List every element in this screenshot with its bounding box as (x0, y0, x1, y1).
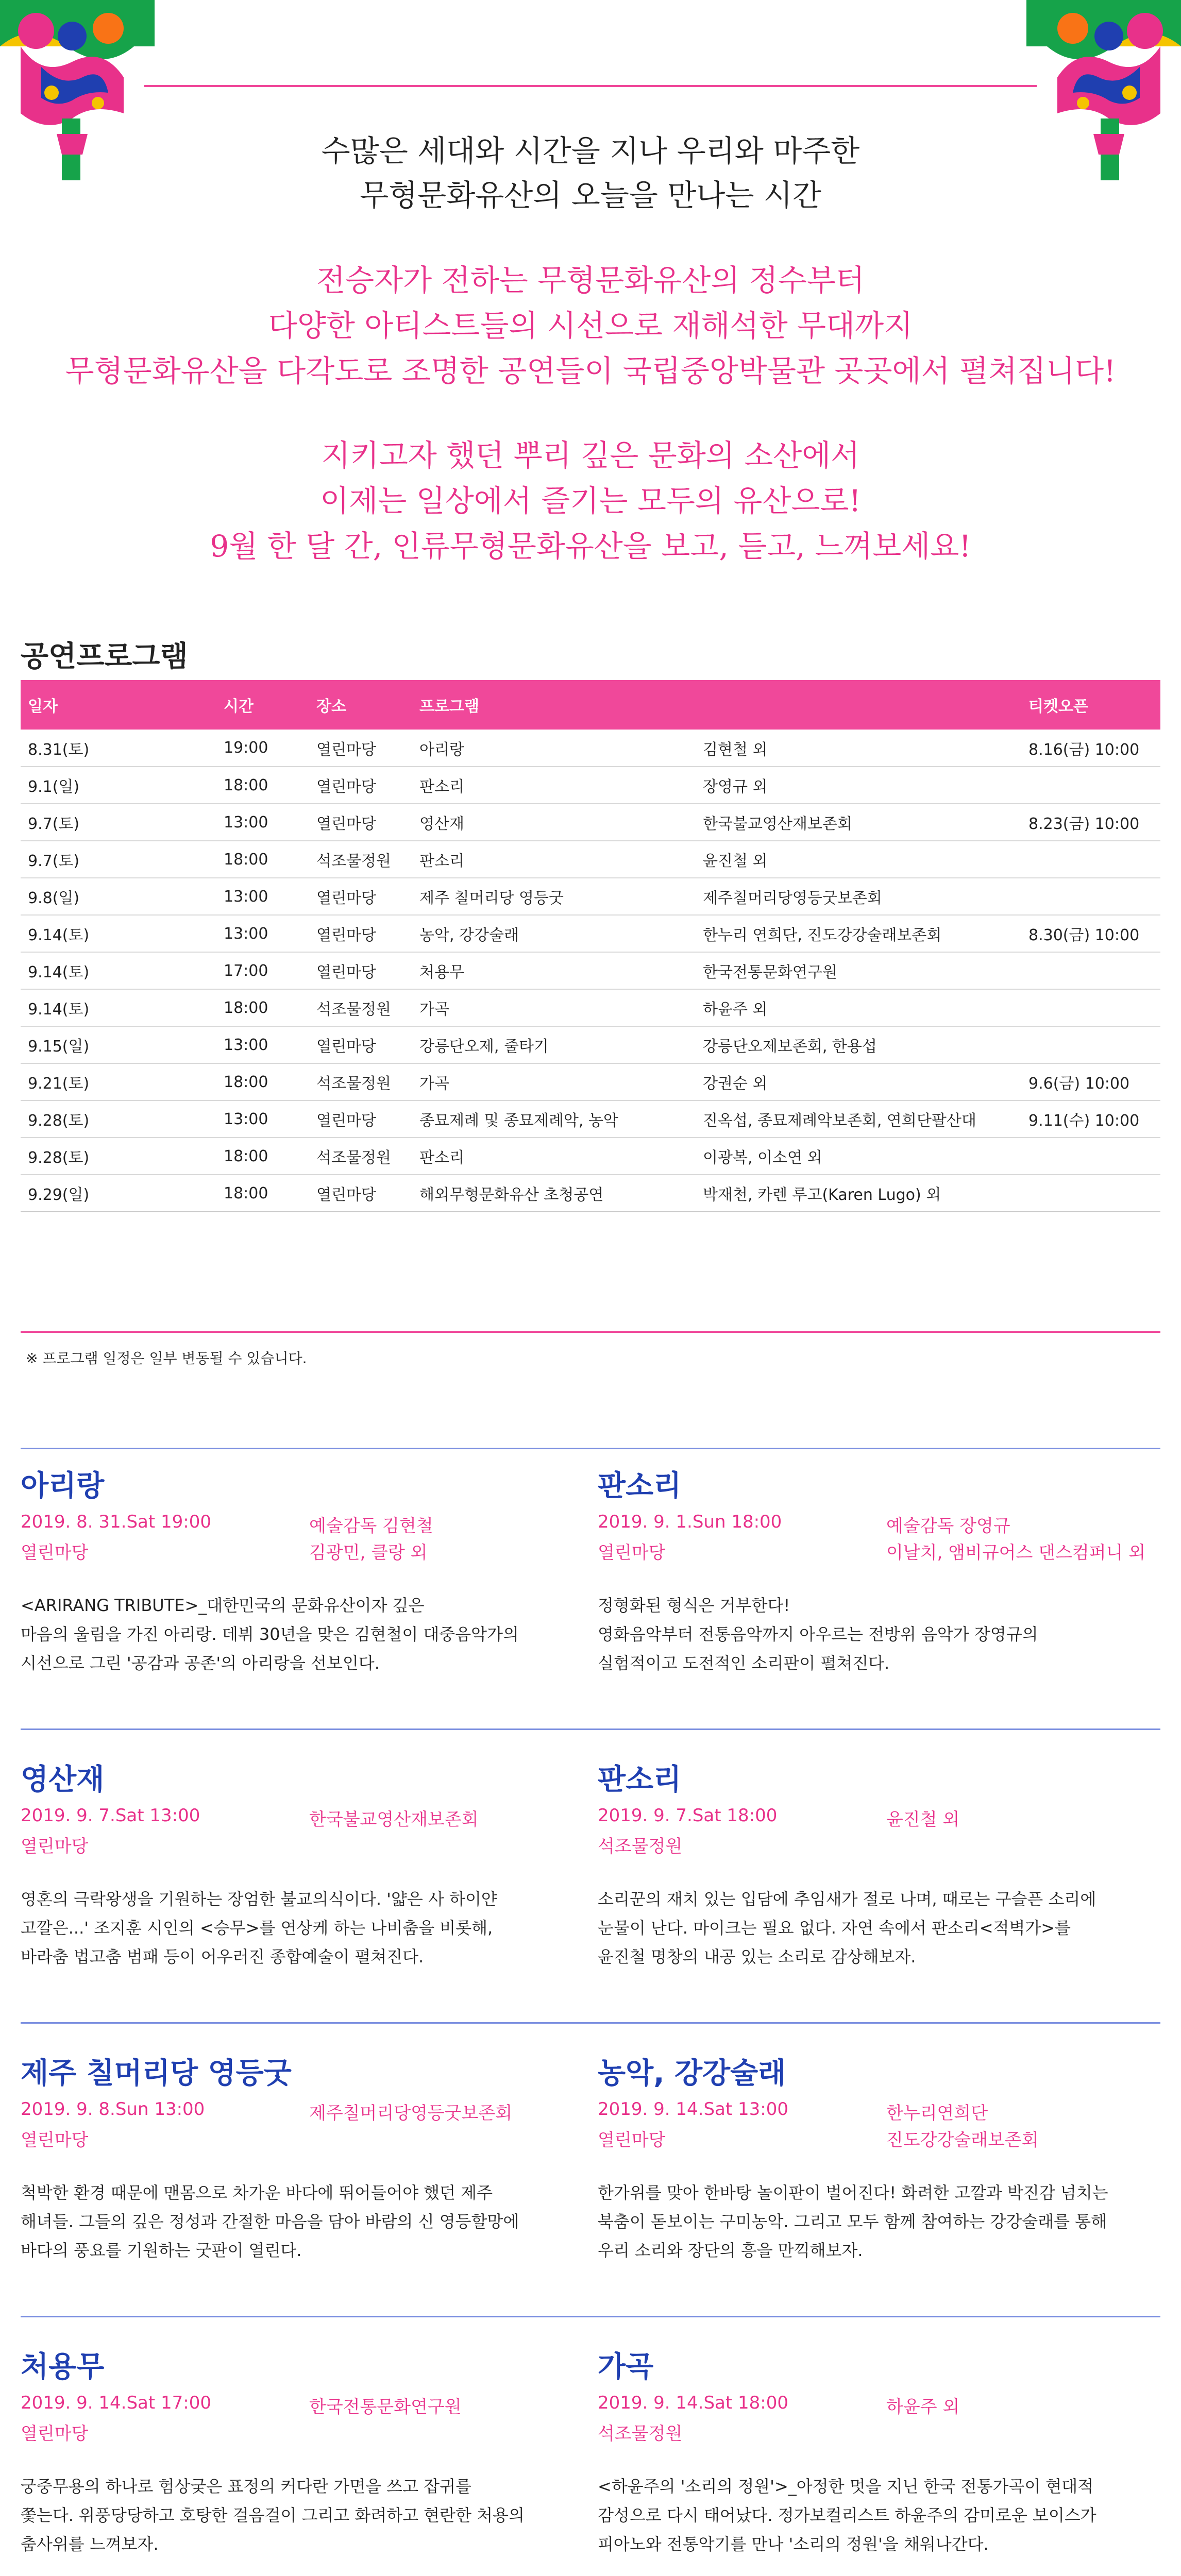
cell-performer: 장영규 외 (696, 767, 1021, 804)
program-meta (21, 1512, 580, 1568)
program-description-line: 춤사위를 느껴보자. (21, 2534, 159, 2554)
schedule-divider (21, 1331, 1160, 1333)
cell-place: 열린마당 (309, 767, 412, 804)
program-description-line: 영혼의 극락왕생을 기원하는 장엄한 불교의식이다. '얇은 사 하이얀 (21, 1889, 497, 1909)
table-row (21, 1175, 1160, 1212)
cell-program: 판소리 (412, 841, 696, 878)
cell-time: 18:00 (216, 1138, 309, 1175)
cell-program: 강릉단오제, 줄타기 (412, 1026, 696, 1063)
table-row (21, 1026, 1160, 1063)
cell-time: 13:00 (216, 804, 309, 841)
program-description (598, 2472, 1157, 2558)
cell-program: 농악, 강강술래 (412, 915, 696, 952)
cell-time: 18:00 (216, 989, 309, 1026)
program-description-line: <하윤주의 '소리의 정원'>_아정한 멋을 지닌 한국 전통가곡이 현대적 (598, 2477, 1094, 2496)
hero-closing-line: 지키고자 했던 뿌리 깊은 문화의 소산에서 (321, 438, 860, 473)
program-description-line: 윤진철 명창의 내공 있는 소리로 감상해보자. (598, 1947, 916, 1967)
schedule-table (21, 680, 1160, 1212)
schedule-header-row (21, 680, 1160, 730)
program-credit-secondary: 김광민, 클랑 외 (309, 1543, 428, 1563)
header-time: 시간 (216, 680, 309, 730)
program-title: 가곡 (598, 2350, 654, 2384)
program-description-line: 쫓는다. 위풍당당하고 호탕한 걸음걸이 그리고 화려하고 현란한 처용의 (21, 2505, 525, 2525)
cell-time: 13:00 (216, 1100, 309, 1138)
cell-program: 종묘제례 및 종묘제례악, 농악 (412, 1100, 696, 1138)
cell-performer: 한국불교영산재보존회 (696, 804, 1021, 841)
program-description-line: 영화음악부터 전통음악까지 아우르는 전방위 음악가 장영규의 (598, 1624, 1038, 1644)
cell-date: 9.29(일) (21, 1175, 216, 1212)
program-credit: 한국전통문화연구원 (309, 2397, 462, 2417)
header-place: 장소 (309, 680, 412, 730)
program-description (21, 1591, 580, 1677)
program-title: 영산재 (21, 1763, 105, 1797)
program-description-line: 우리 소리와 장단의 흥을 만끽해보자. (598, 2241, 863, 2260)
program-description-line: 척박한 환경 때문에 맨몸으로 차가운 바다에 뛰어들어야 했던 제주 (21, 2183, 493, 2202)
program-card (598, 1762, 1157, 1971)
cell-time: 13:00 (216, 1026, 309, 1063)
program-card (598, 2349, 1157, 2558)
program-description-line: 소리꾼의 재치 있는 입담에 추임새가 절로 나며, 때로는 구슬픈 소리에 (598, 1889, 1096, 1909)
cell-date: 9.28(토) (21, 1100, 216, 1138)
program-description-line: 피아노와 전통악기를 만나 '소리의 정원'을 채워나간다. (598, 2534, 989, 2554)
cell-ticket-open (1021, 767, 1160, 804)
hero-section (0, 0, 1181, 608)
cell-ticket-open: 8.23(금) 10:00 (1021, 804, 1160, 841)
cell-date: 9.7(토) (21, 804, 216, 841)
table-row (21, 804, 1160, 841)
cell-program: 제주 칠머리당 영등굿 (412, 878, 696, 915)
cell-performer: 강릉단오제보존회, 한용섭 (696, 1026, 1021, 1063)
cell-program: 처용무 (412, 952, 696, 989)
cell-place: 열린마당 (309, 878, 412, 915)
program-credit: 예술감독 김현철 (309, 1516, 433, 1536)
cell-place: 석조물정원 (309, 1138, 412, 1175)
program-description-line: 바다의 풍요를 기원하는 굿판이 열린다. (21, 2241, 302, 2260)
cell-time: 13:00 (216, 915, 309, 952)
program-description-line: 고깔은...' 조지훈 시인의 <승무>를 연상케 하는 나비춤을 비롯해, (21, 1918, 493, 1938)
cell-place: 열린마당 (309, 952, 412, 989)
cell-ticket-open (1021, 1026, 1160, 1063)
cell-date: 9.15(일) (21, 1026, 216, 1063)
cell-performer: 진옥섭, 종묘제례악보존회, 연희단팔산대 (696, 1100, 1021, 1138)
program-description-line: 궁중무용의 하나로 험상궂은 표정의 커다란 가면을 쓰고 잡귀를 (21, 2477, 471, 2496)
cell-place: 열린마당 (309, 915, 412, 952)
program-place: 열린마당 (598, 2130, 666, 2150)
table-row (21, 730, 1160, 767)
cell-date: 9.21(토) (21, 1063, 216, 1100)
program-place: 열린마당 (21, 2424, 89, 2444)
program-place: 석조물정원 (598, 2424, 683, 2444)
program-datetime: 2019. 8. 31.Sat 19:00 (21, 1512, 211, 1532)
program-description-line: 눈물이 난다. 마이크는 필요 없다. 자연 속에서 판소리<적벽가>를 (598, 1918, 1071, 1938)
table-row (21, 878, 1160, 915)
cell-performer: 제주칠머리당영등굿보존회 (696, 878, 1021, 915)
hero-closing-line: 9월 한 달 간, 인류무형문화유산을 보고, 듣고, 느껴보세요! (210, 529, 971, 564)
cell-program: 판소리 (412, 767, 696, 804)
program-description (21, 2472, 580, 2558)
schedule-title: 공연프로그램 (21, 639, 188, 673)
program-description (598, 1885, 1157, 1971)
program-datetime: 2019. 9. 14.Sat 17:00 (21, 2393, 211, 2413)
program-description-line: <ARIRANG TRIBUTE>_대한민국의 문화유산이자 깊은 (21, 1596, 425, 1615)
cell-performer: 이광복, 이소연 외 (696, 1138, 1021, 1175)
cell-performer: 윤진철 외 (696, 841, 1021, 878)
cell-time: 19:00 (216, 730, 309, 767)
cell-date: 9.1(일) (21, 767, 216, 804)
program-credit: 윤진철 외 (886, 1809, 960, 1830)
hero-divider (144, 85, 1037, 87)
cell-ticket-open: 9.6(금) 10:00 (1021, 1063, 1160, 1100)
cell-date: 9.28(토) (21, 1138, 216, 1175)
cell-program: 해외무형문화유산 초청공연 (412, 1175, 696, 1212)
cell-ticket-open (1021, 989, 1160, 1026)
program-datetime: 2019. 9. 8.Sun 13:00 (21, 2099, 205, 2120)
program-meta (598, 2393, 1157, 2449)
hero-intro-text (0, 129, 1181, 217)
program-card (598, 2056, 1157, 2265)
header-performer (696, 680, 1021, 730)
program-credit: 제주칠머리당영등굿보존회 (309, 2103, 513, 2124)
cell-program: 가곡 (412, 1063, 696, 1100)
program-meta (21, 2099, 580, 2156)
cell-ticket-open: 8.30(금) 10:00 (1021, 915, 1160, 952)
cell-time: 18:00 (216, 841, 309, 878)
program-title: 농악, 강강술래 (598, 2057, 786, 2090)
program-card (21, 2349, 580, 2558)
program-title: 판소리 (598, 1763, 682, 1797)
cell-place: 석조물정원 (309, 1063, 412, 1100)
program-place: 열린마당 (598, 1543, 666, 1563)
table-row (21, 915, 1160, 952)
hero-intro-line: 수많은 세대와 시간을 지나 우리와 마주한 (321, 133, 860, 168)
cell-date: 9.8(일) (21, 878, 216, 915)
cell-place: 열린마당 (309, 1100, 412, 1138)
schedule-body (21, 730, 1160, 1212)
cell-performer: 박재천, 카렌 루고(Karen Lugo) 외 (696, 1175, 1021, 1212)
program-description (598, 2178, 1157, 2265)
cell-program: 가곡 (412, 989, 696, 1026)
program-place: 열린마당 (21, 1543, 89, 1563)
program-title: 판소리 (598, 1469, 682, 1503)
program-credit-secondary: 진도강강술래보존회 (886, 2130, 1039, 2150)
program-description-line: 바라춤 법고춤 범패 등이 어우러진 종합예술이 펼쳐진다. (21, 1947, 424, 1967)
program-datetime: 2019. 9. 14.Sat 13:00 (598, 2099, 788, 2120)
cell-place: 석조물정원 (309, 841, 412, 878)
table-row (21, 1138, 1160, 1175)
cell-performer: 하윤주 외 (696, 989, 1021, 1026)
program-card (21, 1468, 580, 1677)
program-description-line: 북춤이 돋보이는 구미농악. 그리고 모두 함께 참여하는 강강술래를 통해 (598, 2212, 1107, 2231)
cell-ticket-open (1021, 841, 1160, 878)
table-row (21, 1100, 1160, 1138)
cell-date: 9.14(토) (21, 989, 216, 1026)
program-credit: 예술감독 장영규 (886, 1516, 1010, 1536)
cell-place: 열린마당 (309, 1175, 412, 1212)
cell-time: 13:00 (216, 878, 309, 915)
cell-date: 8.31(토) (21, 730, 216, 767)
program-title: 처용무 (21, 2350, 105, 2384)
program-description (21, 2178, 580, 2265)
cell-time: 18:00 (216, 1175, 309, 1212)
section-divider (21, 2316, 1160, 2317)
program-datetime: 2019. 9. 1.Sun 18:00 (598, 1512, 782, 1532)
cell-program: 영산재 (412, 804, 696, 841)
table-row (21, 952, 1160, 989)
program-description-line: 감성으로 다시 태어났다. 정가보컬리스트 하윤주의 감미로운 보이스가 (598, 2505, 1096, 2525)
program-credit: 한국불교영산재보존회 (309, 1809, 479, 1830)
program-title: 제주 칠머리당 영등굿 (21, 2057, 292, 2090)
program-meta (598, 1512, 1157, 1568)
program-place: 열린마당 (21, 2130, 89, 2150)
program-datetime: 2019. 9. 7.Sat 18:00 (598, 1805, 778, 1826)
program-place: 열린마당 (21, 1836, 89, 1857)
program-description-line: 해녀들. 그들의 깊은 정성과 간절한 마음을 담아 바람의 신 영등할망에 (21, 2212, 519, 2231)
cell-performer: 김현철 외 (696, 730, 1021, 767)
program-description (21, 1885, 580, 1971)
program-card (598, 1468, 1157, 1677)
table-row (21, 767, 1160, 804)
cell-place: 열린마당 (309, 1026, 412, 1063)
cell-place: 석조물정원 (309, 989, 412, 1026)
section-divider (21, 2022, 1160, 2024)
cell-program: 아리랑 (412, 730, 696, 767)
cell-date: 9.14(토) (21, 915, 216, 952)
cell-ticket-open (1021, 878, 1160, 915)
hero-highlight-line: 다양한 아티스트들의 시선으로 재해석한 무대까지 (268, 308, 913, 343)
cell-time: 18:00 (216, 1063, 309, 1100)
hero-highlight-text (0, 258, 1181, 394)
program-place: 석조물정원 (598, 1836, 683, 1857)
cell-performer: 한누리 연희단, 진도강강술래보존회 (696, 915, 1021, 952)
program-card (21, 2056, 580, 2265)
section-divider (21, 1448, 1160, 1449)
program-description-line: 시선으로 그린 '공감과 공존'의 아리랑을 선보인다. (21, 1653, 380, 1673)
cell-date: 9.14(토) (21, 952, 216, 989)
program-description-line: 정형화된 형식은 거부한다! (598, 1596, 790, 1615)
program-datetime: 2019. 9. 7.Sat 13:00 (21, 1805, 200, 1826)
schedule-note: ※ 프로그램 일정은 일부 변동될 수 있습니다. (26, 1350, 307, 1367)
program-credit: 한누리연희단 (886, 2103, 988, 2124)
table-row (21, 841, 1160, 878)
cell-place: 열린마당 (309, 804, 412, 841)
cell-program: 판소리 (412, 1138, 696, 1175)
program-title: 아리랑 (21, 1469, 105, 1503)
cell-performer: 한국전통문화연구원 (696, 952, 1021, 989)
program-description-line: 실험적이고 도전적인 소리판이 펼쳐진다. (598, 1653, 890, 1673)
program-credit: 하윤주 외 (886, 2397, 960, 2417)
hero-closing-text (0, 433, 1181, 569)
header-date: 일자 (21, 680, 216, 730)
program-meta (21, 1805, 580, 1862)
program-description-line: 한가위를 맞아 한바탕 놀이판이 벌어진다! 화려한 고깔과 박진감 넘치는 (598, 2183, 1108, 2202)
hero-highlight-line: 전승자가 전하는 무형문화유산의 정수부터 (316, 263, 865, 298)
program-description-line: 마음의 울림을 가진 아리랑. 데뷔 30년을 맞은 김현철이 대중음악가의 (21, 1624, 519, 1644)
cell-ticket-open (1021, 1175, 1160, 1212)
program-card (21, 1762, 580, 1971)
program-description (598, 1591, 1157, 1677)
header-ticket-open: 티켓오픈 (1021, 680, 1160, 730)
program-meta (21, 2393, 580, 2449)
cell-ticket-open (1021, 1138, 1160, 1175)
table-row (21, 989, 1160, 1026)
hero-closing-line: 이제는 일상에서 즐기는 모두의 유산으로! (320, 483, 861, 518)
cell-place: 열린마당 (309, 730, 412, 767)
program-datetime: 2019. 9. 14.Sat 18:00 (598, 2393, 788, 2413)
program-credit-secondary: 이날치, 앰비규어스 댄스컴퍼니 외 (886, 1543, 1146, 1563)
cell-time: 17:00 (216, 952, 309, 989)
cell-ticket-open (1021, 952, 1160, 989)
header-program: 프로그램 (412, 680, 696, 730)
program-meta (598, 2099, 1157, 2156)
cell-date: 9.7(토) (21, 841, 216, 878)
hero-highlight-line: 무형문화유산을 다각도로 조명한 공연들이 국립중앙박물관 곳곳에서 펼쳐집니다! (65, 353, 1116, 388)
hero-intro-line: 무형문화유산의 오늘을 만나는 시간 (360, 178, 821, 213)
section-divider (21, 1728, 1160, 1730)
cell-performer: 강권순 외 (696, 1063, 1021, 1100)
cell-time: 18:00 (216, 767, 309, 804)
table-row (21, 1063, 1160, 1100)
cell-ticket-open: 8.16(금) 10:00 (1021, 730, 1160, 767)
cell-ticket-open: 9.11(수) 10:00 (1021, 1100, 1160, 1138)
program-meta (598, 1805, 1157, 1862)
